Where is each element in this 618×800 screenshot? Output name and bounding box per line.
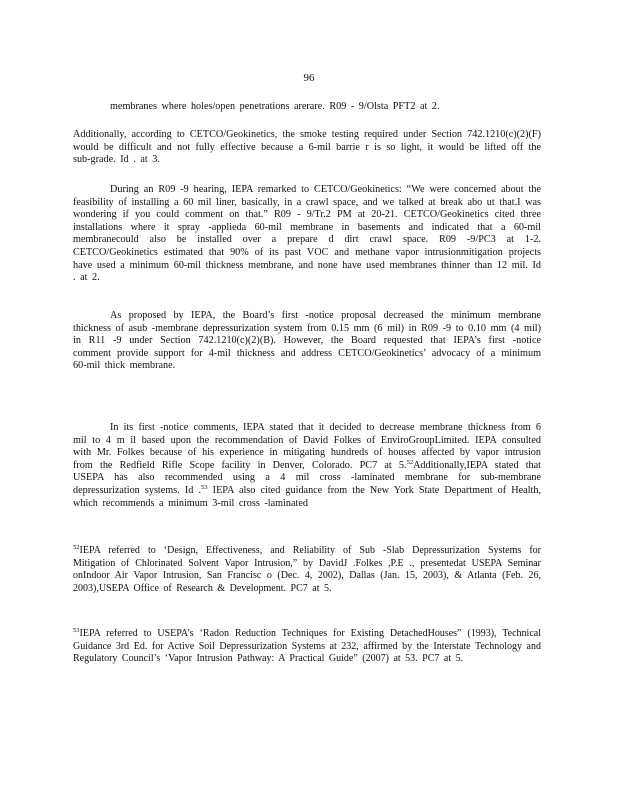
paragraph-first-notice-proposal: As proposed by IEPA, the Board’s first -notice proposal decreased the minimum membrane thickness of asub -membrane depressurization system from 0.15 mm (6 mil) in R09 -9 to 0.10 mm (4 mil) in R11 -9 under Section 742.1210(c)(2)(B). However, the Board requested that IEPA’s first -notice comment provide support for 4-mil thickness and address CETCO/Geokinetics’ advocacy of a minimum 60-mil thick membrane. [73,310,541,372]
paragraph-first-notice-comments [73,422,541,510]
paragraph-hearing: During an R09 -9 hearing, IEPA remarked to CETCO/Geokinetics: “We were concerned about the feasibility of installing a 60 mil liner, basically, in a crawl space, and we talked at break abo ut that.I was wondering if you could comment on that.” R09 - 9/Tr.2 PM at 20-21. CETCO/Geokinetics cited three installations where it spray -applieda 60-mil membrane in basements and indicated that a 60-mil membranecould also be installed over a prepare d dirt crawl space. R09 -9/PC3 at 1-2. CETCO/Geokinetics estimated that 90% of its past VOC and methane vapor intrusionmitigation projects have used a minimum 60-mil thickness membrane, and none have used membranes thinner than 12 mil. Id . at 2. [73,184,541,284]
footnote-ref-53[interactable]: 53 [201,483,208,491]
footnote-ref-52[interactable]: 52 [406,458,414,466]
paragraph-continuation: membranes where holes/open penetrations arerare. R09 - 9/Olsta PFT2 at 2. [110,101,440,112]
footnote-text: IEPA referred to USEPA’s ‘Radon Reduction Techniques for Existing DetachedHouses” (1993), Technical Guidance 3rd Ed. for Active Soil Depressurization Systems at 232, affirmed by the Interstate Technology and Regulatory Council’s ‘Vapor Intrusion Pathway: A Practical Guide” (2007) at 53. PC7 at 5. [73,628,541,665]
footnote-number: 52 [73,544,80,551]
page-number: 96 [303,72,315,84]
footnote-text: IEPA referred to ‘Design, Effectiveness, and Reliability of Sub -Slab Depressurization Systems for Mitigation of Chlorinated Solvent Vapor Intrusion,” by DavidJ .Folkes ,P.E ., presentedat USEPA Seminar onIndoor Air Vapor Intrusion, San Francisc o (Dec. 4, 2002), Dallas (Jan. 15, 2003), & Atlanta (Feb. 26, 2003),USEPA Office of Research & Development. PC7 at 5. [73,545,541,594]
paragraph-smoke-testing: Additionally, according to CETCO/Geokinetics, the smoke testing required under Section 742.1210(c)(2)(F) would be difficult and not fully effective because a 6-mil barrie r is so light, it would be lifted off the sub-grade. Id . at 3. [73,129,541,166]
footnote-53 [73,628,541,666]
paragraph-text-part1: In its first -notice comments, IEPA stated that it decided to decrease membrane thickness from 6 mil to 4 m il based upon the recommendation of David Folkes of EnviroGroupLimited. IEPA consulted with Mr. Folkes because of his experience in mitigating hundreds of houses affected by vapor intrusion from the Redfield Rifle Scope facility in Denver, Colorado. PC7 at 5. [73,422,541,471]
footnote-number: 53 [73,627,80,634]
footnote-52 [73,545,541,595]
paragraph-text-part3: IEPA also cited guidance from the New York State Department of Health, which recommends a minimum 3-mil cross -laminated [73,484,541,509]
paragraph-text-part2: Additionally,IEPA stated that USEPA has also recommended using a 4 mil cross -laminated membrane for sub-membrane depressurization systems. Id . [73,459,541,496]
